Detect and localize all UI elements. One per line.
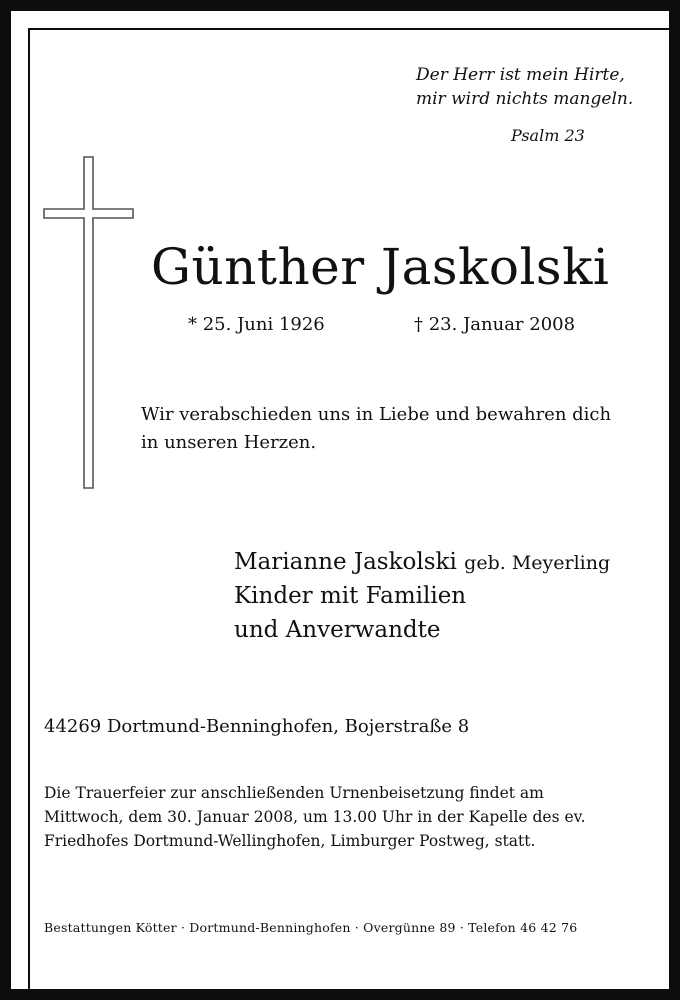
mourner-line-1: [234, 547, 610, 579]
service-line-3: Friedhofes Dortmund-Wellinghofen, Limburger Postweg, statt.: [44, 832, 536, 850]
farewell-line-2: in unseren Herzen.: [141, 432, 317, 453]
mourner-maiden-name: geb. Meyerling: [464, 552, 611, 574]
psalm-line-1: Der Herr ist mein Hirte,: [416, 65, 625, 85]
farewell-line-1: Wir verabschieden uns in Liebe und bewahren dich: [141, 404, 612, 425]
mourner-line-2: Kinder mit Familien: [234, 583, 467, 609]
mourner-address: 44269 Dortmund-Benninghofen, Bojerstraße 8: [44, 716, 470, 737]
psalm-reference: Psalm 23: [511, 126, 585, 145]
service-line-1: Die Trauerfeier zur anschließenden Urnenbeisetzung findet am: [44, 784, 544, 802]
funeral-home-footer: Bestattungen Kötter · Dortmund-Benninghofen · Overgünne 89 · Telefon 46 42 76: [44, 920, 578, 935]
deceased-name: Günther Jaskolski: [151, 238, 610, 296]
psalm-line-2: mir wird nichts mangeln.: [416, 89, 634, 109]
cross-icon: [41, 156, 141, 491]
mourner-name: Marianne Jaskolski: [234, 549, 457, 575]
mourner-line-3: und Anverwandte: [234, 617, 441, 643]
death-date: † 23. Januar 2008: [414, 314, 576, 335]
birth-date: * 25. Juni 1926: [188, 314, 325, 335]
service-line-2: Mittwoch, dem 30. Januar 2008, um 13.00 Uhr in der Kapelle des ev.: [44, 808, 586, 826]
